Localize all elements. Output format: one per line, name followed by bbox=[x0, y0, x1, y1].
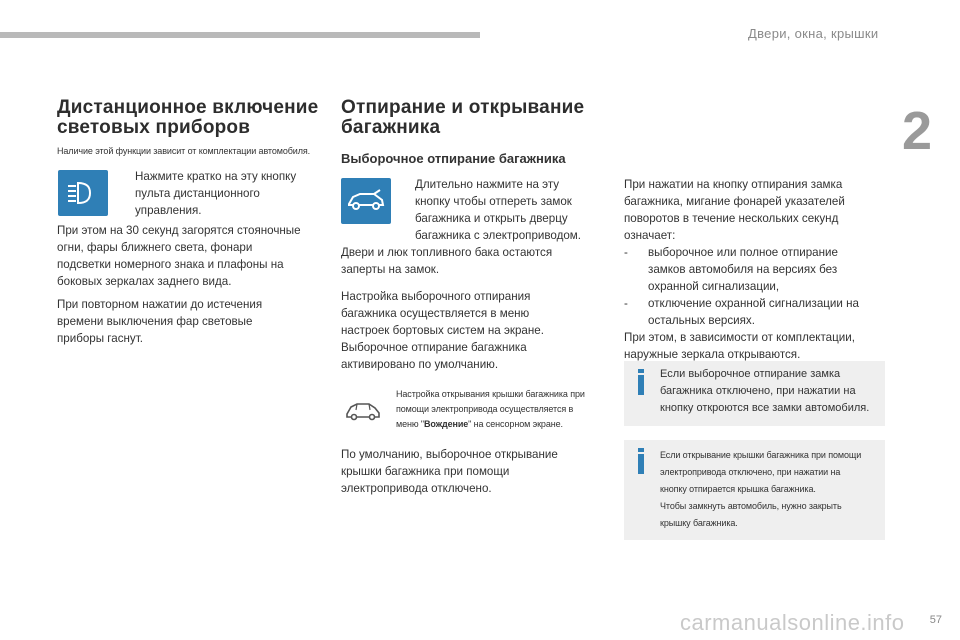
col2-step-line2: кнопку чтобы отпереть замок bbox=[415, 195, 572, 208]
chapter-number: 2 bbox=[902, 101, 933, 161]
info1-line1: Если выборочное отпирание замка bbox=[660, 368, 841, 380]
col1-note: Наличие этой функции зависит от комплектации автомобиля. bbox=[57, 146, 311, 156]
col1-para1 bbox=[57, 222, 327, 290]
bullet-mark bbox=[117, 168, 135, 219]
info-box-1 bbox=[624, 361, 885, 426]
col2-car-note bbox=[396, 387, 611, 432]
info-icon bbox=[638, 375, 644, 395]
col2-title-line2: багажника bbox=[341, 117, 441, 138]
col3-para2-line2: наружные зеркала открываются. bbox=[624, 348, 801, 361]
col2-step-line4: багажника с электроприводом. bbox=[415, 229, 582, 242]
info2-line5: крышку багажника. bbox=[660, 518, 738, 528]
col3-para1-line3: поворотов в течение нескольких секунд bbox=[624, 212, 839, 225]
col2-para2-line3: настроек бортовых систем на экране. bbox=[341, 324, 544, 337]
col3-para1-line1: При нажатии на кнопку отпирания замка bbox=[624, 178, 843, 191]
col1-step-line1: Нажмите кратко на эту кнопку bbox=[135, 170, 297, 183]
info2-line1: Если открывание крышки багажника при помощи bbox=[660, 450, 862, 460]
col2-para2-line2: багажника осуществляется в меню bbox=[341, 307, 530, 320]
info1-line2: багажника отключено, при нажатии на bbox=[660, 385, 856, 397]
info2-line2: электропривода отключено, при нажатии на bbox=[660, 467, 841, 477]
col2-step-line3: багажника и открыть дверцу bbox=[415, 212, 568, 225]
list-item: - выборочное или полное отпирание замков автомобиля на версиях без охранной сигнализации, bbox=[624, 246, 838, 293]
col2-para1-line2: заперты на замок. bbox=[341, 263, 440, 276]
col3-para1 bbox=[624, 176, 894, 363]
col2-para3 bbox=[341, 446, 611, 497]
col1-title-line2: световых приборов bbox=[57, 117, 251, 138]
column-remote-lighting bbox=[57, 98, 327, 138]
col2-step-line1: Длительно нажмите на эту bbox=[415, 178, 560, 191]
col1-para1-line1: При этом на 30 секунд загорятся стояночные bbox=[57, 224, 301, 237]
col1-para1-line2: огни, фары ближнего света, фонари bbox=[57, 241, 253, 254]
col2-title-line1: Отпирание и открывание bbox=[341, 97, 585, 118]
column-trunk-unlock bbox=[341, 98, 611, 138]
col1-para2-line2: времени выключения фар световые bbox=[57, 315, 253, 328]
col1-step bbox=[117, 168, 317, 219]
col2-para3-line2: крышки багажника при помощи bbox=[341, 465, 510, 478]
col1-para1-line3: подсветки номерного знака и плафоны на bbox=[57, 258, 284, 271]
col2-para3-line1: По умолчанию, выборочное открывание bbox=[341, 448, 558, 461]
info1-line3: кнопку откроются все замки автомобиля. bbox=[660, 402, 870, 414]
header-bar bbox=[0, 32, 480, 38]
headlamp-button-icon bbox=[58, 170, 108, 216]
col1-para2-line3: приборы гаснут. bbox=[57, 332, 143, 345]
col2-para1 bbox=[341, 244, 611, 278]
col2-para2-line1: Настройка выборочного отпирания bbox=[341, 290, 531, 303]
trunk-open-button-icon bbox=[341, 178, 391, 224]
col1-step-line2: пульта дистанционного bbox=[135, 187, 260, 200]
col3-para1-line2: багажника, мигание фонарей указателей bbox=[624, 195, 845, 208]
col1-title-line1: Дистанционное включение bbox=[57, 97, 319, 118]
car-note-line1: Настройка открывания крышки багажника при bbox=[396, 389, 585, 399]
section-title: Двери, окна, крышки bbox=[748, 26, 879, 41]
col1-step-line3: управления. bbox=[135, 204, 202, 217]
info-icon bbox=[638, 454, 644, 474]
col3-para1-line4: означает: bbox=[624, 229, 676, 242]
info2-line3: кнопку отпирается крышка багажника. bbox=[660, 484, 816, 494]
col2-para2-line4: Выборочное отпирание багажника bbox=[341, 341, 527, 354]
info2-line4: Чтобы замкнуть автомобиль, нужно закрыть bbox=[660, 501, 842, 511]
col1-para2-line1: При повторном нажатии до истечения bbox=[57, 298, 263, 311]
col3-para2-line1: При этом, в зависимости от комплектации, bbox=[624, 331, 855, 344]
col2-subtitle: Выборочное отпирание багажника bbox=[341, 151, 566, 166]
watermark: carmanualsonline.info bbox=[680, 610, 905, 635]
page-number: 57 bbox=[929, 614, 942, 626]
info-box-2 bbox=[624, 440, 885, 540]
col2-para3-line3: электропривода отключено. bbox=[341, 482, 492, 495]
car-outline-icon bbox=[345, 400, 381, 427]
col2-para1-line1: Двери и люк топливного бака остаются bbox=[341, 246, 553, 259]
col2-para2-line5: активировано по умолчанию. bbox=[341, 358, 499, 371]
col1-para2 bbox=[57, 296, 327, 347]
bullet-mark bbox=[397, 176, 415, 244]
col1-para1-line4: боковых зеркалах заднего вида. bbox=[57, 275, 232, 288]
list-item: - отключение охранной сигнализации на остальных версиях. bbox=[624, 297, 859, 327]
col2-para2 bbox=[341, 288, 611, 373]
car-note-line3: меню "Вождение" на сенсорном экране. bbox=[396, 419, 563, 429]
col2-step bbox=[397, 176, 607, 244]
car-note-line2: помощи электропривода осуществляется в bbox=[396, 404, 574, 414]
